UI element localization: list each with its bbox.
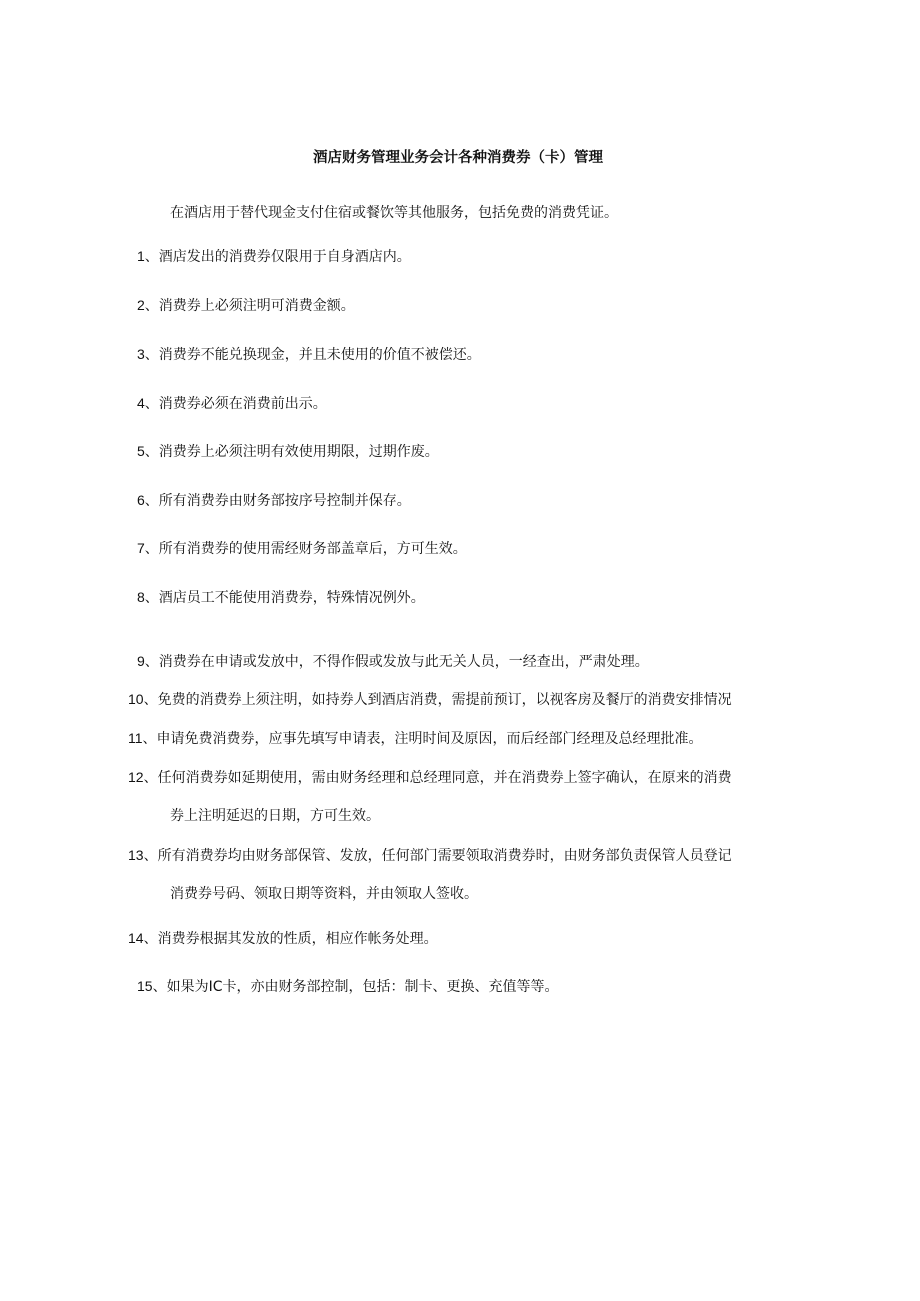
list-item	[137, 587, 425, 608]
item-number: 14	[128, 930, 144, 946]
item-text: 、所有消费券由财务部按序号控制并保存。	[144, 493, 411, 509]
list-item	[128, 928, 438, 949]
list-item-continuation: 消费券号码、领取日期等资料，并由领取人签收。	[170, 886, 478, 902]
item-number: 7	[137, 540, 145, 556]
item-text: 、消费券在申请或发放中，不得作假或发放与此无关人员，一经查出，严肃处理。	[144, 654, 649, 670]
list-item	[137, 393, 327, 414]
list-item-continuation: 券上注明延迟的日期，方可生效。	[170, 808, 380, 824]
item-text: 、消费券上必须注明可消费金额。	[144, 298, 355, 314]
item-text: 、如果为IC卡，亦由财务部控制，包括：制卡、更换、充值等等。	[152, 979, 559, 995]
list-item	[137, 538, 467, 559]
item-number: 13	[128, 847, 144, 863]
list-item	[137, 246, 411, 267]
list-item	[128, 728, 703, 749]
item-text: 、消费券根据其发放的性质，相应作帐务处理。	[143, 931, 438, 947]
list-item	[137, 976, 558, 997]
list-item	[137, 651, 649, 672]
item-text: 、消费券不能兑换现金，并且未使用的价值不被偿还。	[144, 347, 481, 363]
item-number: 10	[128, 691, 144, 707]
item-number: 1	[137, 248, 145, 264]
item-text: 、消费券上必须注明有效使用期限，过期作废。	[144, 444, 439, 460]
page-title: 酒店财务管理业务会计各种消费券（卡）管理	[313, 150, 603, 166]
item-number: 3	[137, 346, 145, 362]
item-number: 15	[137, 978, 153, 994]
list-item	[137, 295, 355, 316]
item-number: 9	[137, 653, 145, 669]
item-text: 、酒店发出的消费券仅限用于自身酒店内。	[144, 249, 411, 265]
item-text: 、所有消费券均由财务部保管、发放，任何部门需要领取消费券时，由财务部负责保管人员登记	[143, 848, 732, 864]
item-text: 、酒店员工不能使用消费券，特殊情况例外。	[144, 590, 425, 606]
item-number: 4	[137, 395, 145, 411]
item-text: 、消费券必须在消费前出示。	[144, 396, 327, 412]
item-number: 12	[128, 769, 144, 785]
item-text: 、任何消费券如延期使用，需由财务经理和总经理同意，并在消费券上签字确认，在原来的消费	[143, 770, 732, 786]
item-number: 2	[137, 297, 145, 313]
item-number: 11	[128, 730, 143, 746]
list-item	[137, 441, 439, 462]
list-item	[128, 845, 732, 866]
list-item	[137, 490, 411, 511]
list-item	[128, 767, 732, 788]
item-text: 、所有消费券的使用需经财务部盖章后，方可生效。	[144, 541, 467, 557]
intro-paragraph: 在酒店用于替代现金支付住宿或餐饮等其他服务，包括免费的消费凭证。	[170, 205, 618, 221]
item-number: 5	[137, 443, 145, 459]
item-number: 6	[137, 492, 145, 508]
list-item	[128, 689, 732, 710]
item-text: 、免费的消费券上须注明，如持券人到酒店消费，需提前预订，以视客房及餐厅的消费安排情况	[143, 692, 732, 708]
list-item	[137, 344, 481, 365]
item-text: 、申请免费消费券，应事先填写申请表，注明时间及原因，而后经部门经理及总经理批准。	[142, 731, 703, 747]
item-number: 8	[137, 589, 145, 605]
